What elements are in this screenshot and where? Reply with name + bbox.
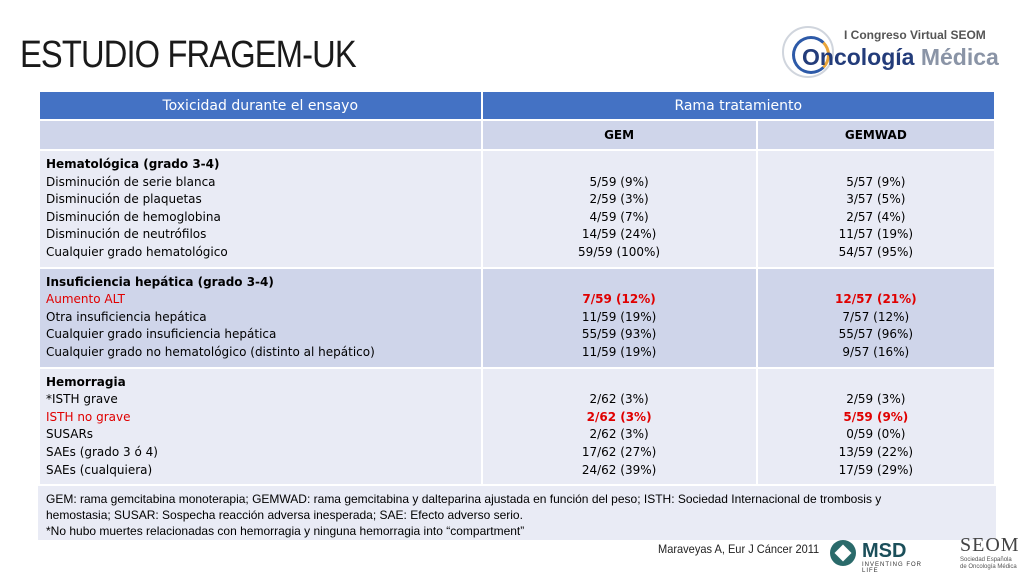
row-label: Aumento ALT: [46, 292, 125, 307]
group-title: Hematológica (grado 3-4): [46, 157, 220, 171]
table-header-row: [39, 91, 995, 120]
group-labels: [39, 268, 482, 368]
gemwad-value: 9/57 (16%): [842, 344, 910, 359]
subheader-empty: [39, 120, 482, 150]
row-label: Disminución de serie blanca: [46, 174, 216, 189]
group-title: Hemorragia: [46, 374, 126, 389]
gemwad-value: 13/59 (22%): [838, 444, 914, 459]
group-labels: [39, 150, 482, 268]
gem-value: 2/62 (3%): [589, 392, 649, 407]
congress-logo-top: I Congreso Virtual SEOM: [844, 28, 986, 42]
row-label: Otra insuficiencia hepática: [46, 309, 207, 324]
row-label: SAEs (grado 3 ó 4): [46, 444, 158, 459]
gem-value: 2/59 (3%): [589, 192, 649, 207]
msd-mark-icon: [830, 540, 856, 566]
row-label: ISTH no grave: [46, 409, 131, 424]
footnote-box: [38, 486, 996, 540]
row-label: Cualquier grado hematológico: [46, 244, 228, 259]
group-gem-values: [482, 368, 757, 486]
msd-logo: [830, 538, 930, 574]
row-label: Disminución de neutrófilos: [46, 227, 207, 242]
gem-value: 7/59 (12%): [582, 292, 656, 307]
gemwad-value: 12/57 (21%): [835, 292, 917, 307]
msd-logo-name: MSD: [862, 540, 907, 562]
gemwad-value: 11/57 (19%): [838, 227, 914, 242]
gem-value: 14/59 (24%): [581, 227, 657, 242]
group-labels: [39, 368, 482, 486]
footnote-line: GEM: rama gemcitabina monoterapia; GEMWAD: rama gemcitabina y dalteparina ajustada en función del peso; ISTH: Sociedad Internacional de trombosis y: [46, 492, 882, 506]
spacer: [489, 374, 750, 392]
gem-value: 4/59 (7%): [589, 209, 649, 224]
group-gemwad-values: [757, 150, 995, 268]
gem-value: 2/62 (3%): [589, 427, 649, 442]
table-subheader-row: [39, 120, 995, 150]
row-label: Disminución de hemoglobina: [46, 209, 221, 224]
gem-value: 11/59 (19%): [581, 344, 657, 359]
congress-logo-wordmark: Oncología Médica: [802, 44, 999, 70]
gemwad-value: 55/57 (96%): [838, 327, 914, 342]
toxicity-table: [38, 90, 996, 486]
citation: Maraveyas A, Eur J Cáncer 2011: [658, 542, 820, 556]
gemwad-value: 17/59 (29%): [838, 462, 914, 477]
group-gem-values: [482, 150, 757, 268]
table-row-hematologic: [39, 150, 995, 268]
gem-value: 17/62 (27%): [581, 444, 657, 459]
row-label: Disminución de plaquetas: [46, 192, 202, 207]
seom-logo-sub: Sociedad Española de Oncología Médica: [960, 557, 1017, 570]
spacer: [764, 374, 988, 392]
table-row-hemorrhage: [39, 368, 995, 486]
group-gemwad-values: [757, 268, 995, 368]
header-treatment-arm: Rama tratamiento: [482, 91, 995, 120]
gemwad-value: 2/59 (3%): [846, 392, 906, 407]
gemwad-value: 54/57 (95%): [838, 244, 914, 259]
seom-logo: [960, 534, 1020, 574]
gemwad-value: 2/57 (4%): [846, 209, 906, 224]
gemwad-value: 3/57 (5%): [846, 192, 906, 207]
gem-value: 24/62 (39%): [581, 462, 657, 477]
gem-value: 55/59 (93%): [581, 327, 657, 342]
gemwad-value: 5/57 (9%): [846, 174, 906, 189]
spacer: [489, 156, 750, 174]
footnote-line: hemostasia; SUSAR: Sospecha reacción adversa inesperada; SAE: Efecto adverso serio.: [46, 508, 523, 522]
header-toxicity: Toxicidad durante el ensayo: [39, 91, 482, 120]
spacer: [764, 156, 988, 174]
footnote-line: *No hubo muertes relacionadas con hemorragia y ninguna hemorragia into “compartment”: [46, 524, 525, 538]
group-gem-values: [482, 268, 757, 368]
spacer: [489, 274, 750, 292]
gem-value: 2/62 (3%): [586, 409, 652, 424]
gem-value: 11/59 (19%): [581, 309, 657, 324]
subheader-gem: GEM: [482, 120, 757, 150]
gem-value: 5/59 (9%): [589, 174, 649, 189]
gemwad-value: 7/57 (12%): [842, 309, 910, 324]
row-label: Cualquier grado no hematológico (distinto al hepático): [46, 344, 375, 359]
table-row-hepatic: [39, 268, 995, 368]
gemwad-value: 5/59 (9%): [843, 409, 909, 424]
slide-title: ESTUDIO FRAGEM-UK: [20, 34, 356, 76]
group-title: Insuficiencia hepática (grado 3-4): [46, 274, 274, 289]
msd-logo-tagline: INVENTING FOR LIFE: [862, 562, 923, 574]
row-label: SUSARs: [46, 427, 94, 442]
seom-logo-name: SEOM: [960, 534, 1020, 556]
gem-value: 59/59 (100%): [578, 244, 661, 259]
gemwad-value: 0/59 (0%): [846, 427, 906, 442]
spacer: [764, 274, 988, 292]
row-label: SAEs (cualquiera): [46, 462, 153, 477]
row-label: *ISTH grave: [46, 392, 118, 407]
subheader-gemwad: GEMWAD: [757, 120, 995, 150]
congress-logo: [782, 20, 1012, 82]
group-gemwad-values: [757, 368, 995, 486]
row-label: Cualquier grado insuficiencia hepática: [46, 327, 277, 342]
